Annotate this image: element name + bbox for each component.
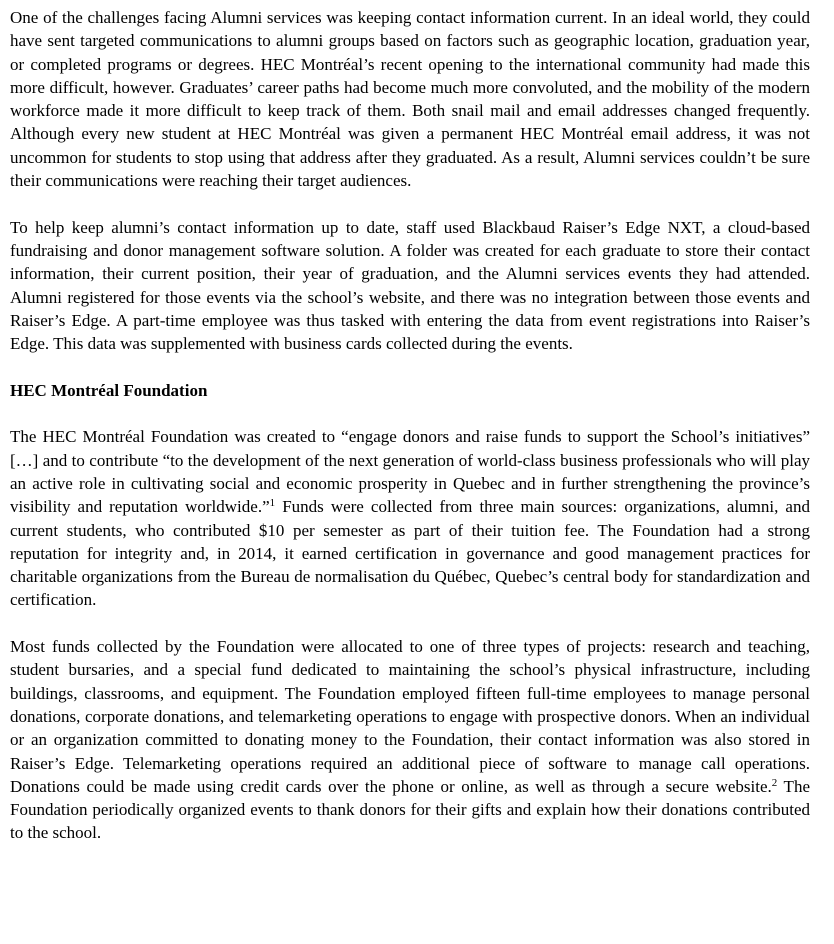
- paragraph-text: Most funds collected by the Foundation were allocated to one of three types of projects: research and teaching, student bursaries, and a special fund dedicated to maintaining the school’s physical infrastructure, including buildings, classrooms, and equipment. The Foundation employed fifteen full-time employees to manage personal donations, corporate donations, and telemarketing operations to engage with prospective donors. When an individual or an organization committed to donating money to the Foundation, their contact information was also stored in Raiser’s Edge. Telemarketing operations required an additional piece of software to manage call operations. Donations could be made using credit cards over the phone or online, as well as through a secure website.: [10, 637, 810, 796]
- paragraph-text: One of the challenges facing Alumni services was keeping contact information current. In an ideal world, they could have sent targeted communications to alumni groups based on factors such as geographic location, graduation year, or completed programs or degrees. HEC Montréal’s recent opening to the international community had made this more difficult, however. Graduates’ career paths had become much more convoluted, and the mobility of the modern workforce made it more difficult to keep track of them. Both snail mail and email addresses changed frequently. Although every new student at HEC Montréal was given a permanent HEC Montréal email address, it was not uncommon for students to stop using that address after they graduated. As a result, Alumni services couldn’t be sure their communications were reaching their target audiences.: [10, 8, 810, 191]
- paragraph-alumni-challenges: [10, 6, 810, 192]
- paragraph-raisers-edge: [10, 216, 810, 356]
- section-heading: HEC Montréal Foundation: [10, 380, 208, 400]
- paragraph-text: To help keep alumni’s contact information up to date, staff used Blackbaud Raiser’s Edge NXT, a cloud-based fundraising and donor management software solution. A folder was created for each graduate to store their contact information, their current position, their year of graduation, and the Alumni services events they had attended. Alumni registered for those events via the school’s website, and there was no integration between those events and Raiser’s Edge. A part-time employee was thus tasked with entering the data from event registrations into Raiser’s Edge. This data was supplemented with business cards collected during the events.: [10, 217, 810, 354]
- paragraph-foundation-funds: [10, 635, 810, 845]
- paragraph-text: The HEC Montréal Foundation was created to “engage donors and raise funds to support the School’s initiatives” […] and to contribute “to the development of the next generation of world-class business professionals who will play an active role in cultivating social and economic prosperity in Quebec and in further strengthening the province’s visibility and reputation worldwide.”: [10, 427, 810, 517]
- footnote-marker-1: 1: [269, 497, 276, 510]
- paragraph-text: Funds were collected from three main sources: organizations, alumni, and current students, who contributed $10 per semester as part of their tuition fee. The Foundation had a strong reputation for integrity and, in 2014, it earned certification in governance and good management practices for charitable organizations from the Bureau de normalisation du Québec, Quebec’s central body for standardization and certification.: [10, 497, 810, 610]
- paragraph-text: The Foundation periodically organized events to thank donors for their gifts and explain how their donations contributed to the school.: [10, 776, 810, 843]
- paragraph-foundation-intro: [10, 425, 810, 611]
- footnote-marker-2: 2: [771, 776, 778, 789]
